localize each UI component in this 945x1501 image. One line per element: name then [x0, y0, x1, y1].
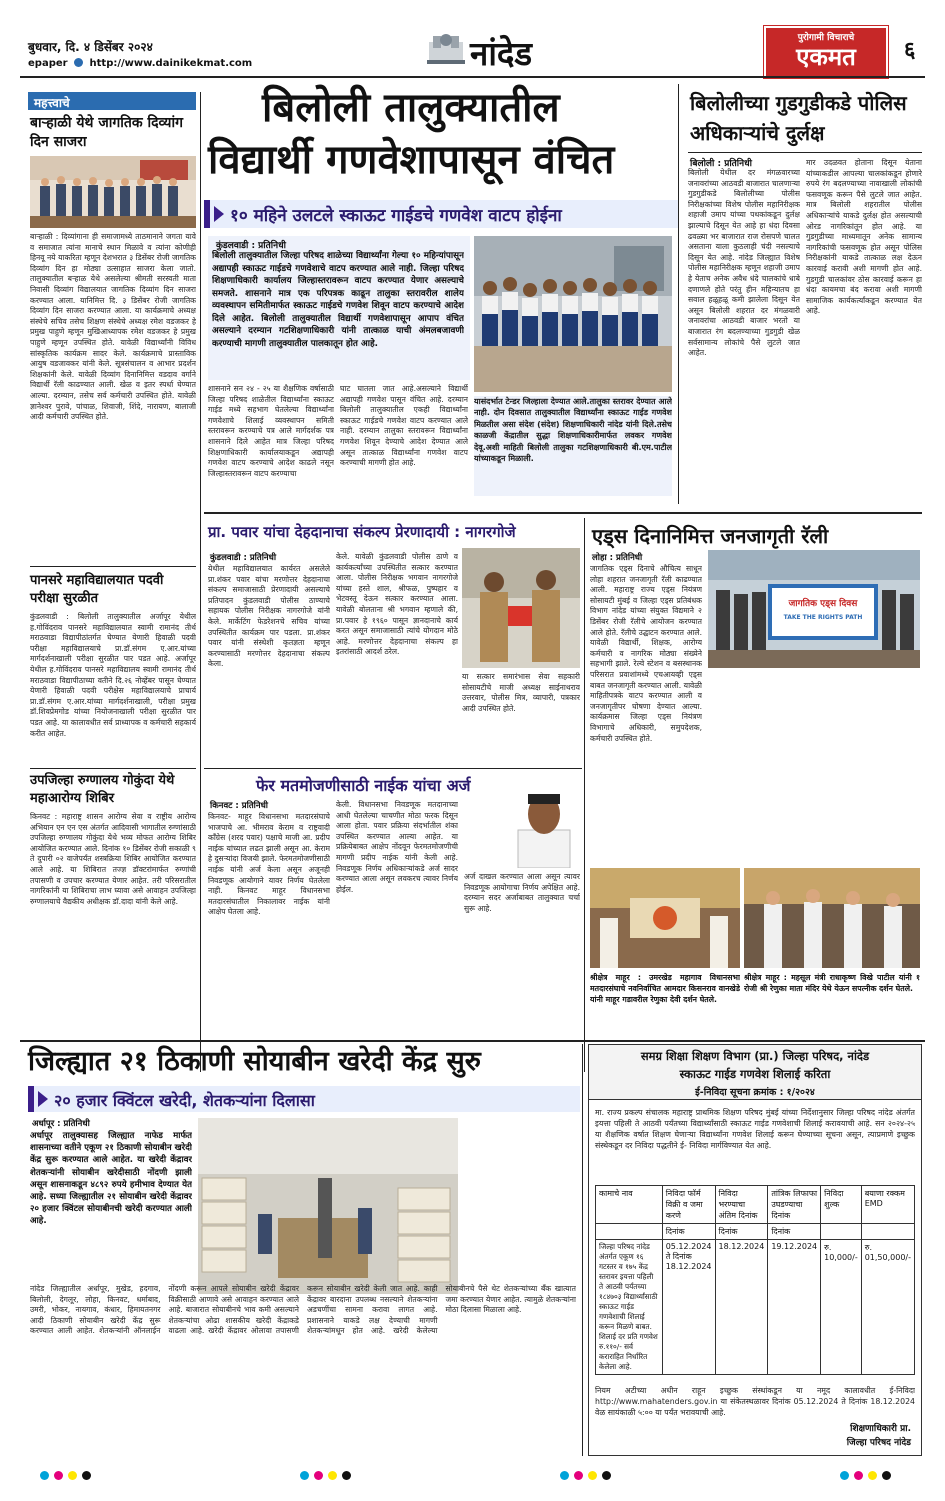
registration-dot-icon	[40, 1471, 49, 1480]
tender-header-cell: बयाणा रक्कम EMD	[861, 1186, 914, 1224]
tender-notice	[588, 1044, 922, 1456]
naik-headline: फेर मतमोजणीसाठी नाईक यांचा अर्ज	[256, 776, 471, 795]
row3-rule	[20, 1040, 925, 1042]
tender-header-cell: निविदा भरण्याचा अंतिम दिनांक	[715, 1186, 768, 1224]
sidebar-story2-body: कुंडलवाडी : बिलोली तालुक्यातील अर्जापूर येथील ह.गोविंदराव पानसरे महाविद्यालयात स्वामी रामानंद तीर्थ मराठवाडा विद्यापीठांतर्गत घेण्यात येणारी हिवाळी पदवी परीक्षा महाविद्यालयाचे प्रा.डॉ.संगम ए.आर.यांच्या मार्गदर्शनाखाली परीक्षा सुरळीत पार पडत आहे. अर्जापूर येथील ह.गोविंदराव पानसरे महाविद्यालय स्वामी रामानंद तीर्थ मराठवाडा विद्यापीठाच्या वतीने दि.२६ नोव्हेंबर पासून घेण्यात येणारी हिवाळी पदवी परीक्षेस महाविद्यालयाचे प्राचार्य प्रा.डॉ.संगम ए.आर.यांच्या मार्गदर्शनाखाली, परीक्षा प्रमुख डॉ.शिवप्रेमगोड यांच्या नियोजनाखाली परीक्षा सुरळीत पार पडत आहे. या कालावधीत सर्व प्राध्यापक व कर्मचारी सहकार्य करीत आहेत.	[30, 612, 196, 738]
masthead-city: नांदेड	[470, 34, 533, 73]
tender-cell-sale: 05.12.2024 ते दिनांक 18.12.2024	[662, 1240, 715, 1375]
registration-dot-icon	[868, 1471, 877, 1480]
registration-dot-icon	[82, 1471, 91, 1480]
registration-marks	[0, 1466, 945, 1486]
sidebar-vertical-rule	[200, 92, 201, 1072]
play-arrow-icon-2	[38, 1091, 48, 1107]
lead-col1: शासनाने सन २४ - २५ या शैक्षणिक वर्षासाठी जिल्हा परिषद शाळेतील विद्यार्थ्यांना स्काऊट गाईड मध्ये सहभाग घेतलेल्या विद्यार्थ्यांना गणवेशाचे शिलाई व्यवस्थापन समिती स्तरावरून करण्याचे पत्र आले मार्गदर्शक पत्र शासनाने दिले आहेत मात्र जिल्हा परिषद शिक्षणाधिकारी कार्यालयाकडून अद्यापही गणवेश वाटप करण्याचे आदेश काढले नसून जिल्हास्तरावरून वाटप करण्याचा	[208, 384, 334, 478]
registration-dot-icon	[602, 1471, 611, 1480]
registration-dot-icon	[574, 1471, 583, 1480]
aids-headline: एड्स दिनानिमित्त जनजागृती रॅली	[592, 524, 829, 548]
lead-photo-students	[474, 236, 672, 392]
registration-dot-icon	[342, 1471, 351, 1480]
pawar-photo	[462, 548, 580, 668]
page-number: ६	[904, 38, 916, 63]
temple-photo-left	[590, 868, 740, 968]
tender-subheader-cell: दिनांक	[715, 1224, 768, 1240]
right-top-headline: बिलोलीच्या गुडगुडीकडे पोलिस अधिकाऱ्यांचे दुर्लक्ष	[690, 91, 907, 145]
right-top-col2: मार उदळवत होताना दिसून येताना यांच्याकडील आपल्या चालकांकडून होणारे रुपये रंग बदलण्याच्या नावाखाली लोकांची फसवणूक करून पैसे लुटले जात आहेत. मात्र बिलोली शहरातील पोलीस अधिकाऱ्यांचे याकडे दुर्लक्ष होत असल्याची ओरड नागरिकांतून होत आहे. या गुडगुडीच्या माध्यमातून अनेक सामान्य नागरिकांची फसवणूक होत असून पोलिस निरीक्षकांनी याकडे तात्काळ लक्ष देऊन कारवाई करावी अशी मागणी होत आहे. गुडगुडी चालकांवर ठोस कारवाई करून हा धंदा कायमचा बंद करावा अशी मागणी सामाजिक कार्यकर्त्यांकडून करण्यात येत आहे.	[806, 158, 922, 316]
play-arrow-icon	[214, 206, 224, 222]
registration-dot-icon	[588, 1471, 597, 1480]
lead-headline-line1: बिलोली तालुक्यातील	[262, 85, 560, 131]
mid-right-rule	[584, 518, 585, 1072]
lead-headline-line2: विद्यार्थी गणवेशापासून वंचित	[208, 137, 615, 183]
pawar-headline: प्रा. पवार यांचा देहदानाचा संकल्प प्रेरणादायी : नागरगोजे	[208, 523, 516, 541]
tender-sign1: शिक्षणाधिकारी प्रा.	[850, 1424, 911, 1434]
epaper-label: epaper	[28, 58, 68, 69]
sidebar-story3-headline: उपजिल्हा रुग्णालय गोकुंदा येथे महाआरोग्य शिबिर	[30, 773, 175, 806]
registration-dot-icon	[328, 1471, 337, 1480]
registration-dot-icon	[840, 1471, 849, 1480]
masthead	[0, 0, 945, 92]
sidebar-story1-body: बाऱ्हाळी : दिव्यांगाना ही समाजामध्ये ताठमानाने जगता यावे व समाजात त्यांना मानाचे स्थान मिळावे व त्यांना कोणीही हिनवू नये याकरिता म्हणून देशभरात ३ डिसेंबर रोजी जागतिक दिव्यांग दिन हा मोठ्या उत्साहात साजरा केला जातो. तालुक्यातील बऱ्हाळ येथे असलेल्या श्रीमती सरस्वती माता निवासी दिव्यांग विद्यालयात जागतिक दिव्यांग दिन साजरा करण्यात आला. यानिमित्त दि. ३ डिसेंबर रोजी जागतिक दिव्यांग दिन साजरा करण्यात आला. या कार्यक्रमाचे अध्यक्ष संस्थेचे सचिव तसेच शिक्षण संस्थेचे अध्यक्ष रमेश वडजकर हे प्रमुख पाहुणे म्हणून मुखिआध्यापक रमेश वडजकर हे प्रमुख पाहुणे म्हणून उपस्थित होते. यावेळी विद्यार्थ्यांनी विविध सांस्कृतिक कार्यक्रम सादर केले. कार्यक्रमाचे प्रास्ताविक आयुष वडजावकर यांनी केले. सूत्रसंचालन व आभार प्रदर्शन शिक्षकांनी केले. यावेळी दिव्यांग दिनानिमित्त वडदाव वर्गाने विद्यार्थी रॅली काढण्यात आली. खेळ व इतर स्पर्धा घेण्यात आल्या. दरम्यान, तसेच सर्व कर्मचारी उपस्थित होते. यावेळी ज्ञानेश्वर पुरावे, पांचाळ, शिवाजी, शिंदे, नारायण, बालाजी आदी कर्मचारी उपस्थित होते.	[30, 232, 196, 422]
epaper-line	[28, 58, 252, 69]
naik-col2: केली. विधानसभा निवडणूक मतदानाच्या आधी घेतलेल्या चाचणीत मोठा फरक दिसून आला होता. पवार प्रक्रिया संदर्भातील शंका उपस्थित करण्यात आल्या आहेत. या प्रक्रियेबाबत आक्षेप नोंदवून फेरमतमोजणीची मागणी प्रदीप नाईक यांनी केली आहे. निवडणूक निर्णय अधिकाऱ्यांकडे अर्ज सादर करण्यात आला असून लवकरच त्यावर निर्णय होईल.	[336, 800, 458, 894]
masthead-rule	[20, 76, 925, 78]
registration-dot-icon	[300, 1471, 309, 1480]
temple-caption-left: श्रीक्षेत्र माहूर : उमरखेड महागाव विधानसभा मतदारसंघाचे नवनिर्वाचित आमदार किसनराव वानखेडे यांनी माहूर गडावरील रेणुका देवी दर्शन घेतले.	[590, 973, 740, 1004]
city-emblem-icon	[425, 30, 467, 66]
tender-cell-emd: रु. 01,50,000/-	[861, 1240, 914, 1375]
soybean-headline: जिल्ह्यात २१ ठिकाणी सोयाबीन खरेदी केंद्र सुरु	[28, 1046, 481, 1077]
tender-title1: समग्र शिक्षा शिक्षण विभाग (प्रा.) जिल्हा परिषद, नांदेड	[640, 1049, 870, 1063]
registration-dot-icon	[54, 1471, 63, 1480]
registration-dot-icon	[882, 1471, 891, 1480]
tender-footer: नियम अटीच्या अधीन राहून इच्छुक संस्थांकडून या नमूद कालावधीत ई-निविदा http://www.mahatenders.gov.in या संकेतस्थळावर दिनांक 05.12.2024 ते दिनांक 18.12.2024 वेळ सायंकाळी ५:०० या पर्यंत भरावयाची आहे.	[595, 1386, 915, 1417]
tender-cell-deadline: 18.12.2024	[715, 1240, 768, 1375]
tender-header-row	[596, 1186, 915, 1224]
temple-caption-right: श्रीक्षेत्र माहूर : महसूल मंत्री राधाकृष्ण विखे पाटील यांनी १ रोजी श्री रेणुका माता मंदिर येथे येऊन सपत्नीक दर्शन घेतले.	[744, 973, 920, 993]
tender-subheader-cell: दिनांक	[662, 1224, 715, 1240]
tender-header-cell: कामाचे नाव	[596, 1186, 663, 1224]
right-top-dateline: बिलोली : प्रतिनिधी	[690, 159, 752, 169]
soybean-body: नांदेड जिल्ह्यातील अर्धापूर, मुखेड, हदगाव, बिलोली, देगलूर, लोहा, किनवट, धर्माबाद, उमरी, भोकर, नायगाव, कंधार, हिमायतनगर आदी ठिकाणी सोयाबीन खरेदी केंद्र सुरू करण्यात आली आहेत. शेतकऱ्यांनी ऑनलाईन नोंदणी करून आपले सोयाबीन खरेदी केंद्रावर विक्रीसाठी आणावे असे आवाहन करण्यात आले आहे. बाजारात सोयाबीनचे भाव कमी असल्याने शेतकऱ्यांचा ओढा शासकीय खरेदी केंद्राकडे वाढला आहे. खरेदी केंद्रावर ओलावा तपासणी करून सोयाबीन खरेदी केली जात आहे. काही केंद्रावर बारदाना उपलब्ध नसल्याने शेतकऱ्यांना अडचणींचा सामना करावा लागत आहे. प्रशासनाने याकडे लक्ष देण्याची मागणी शेतकऱ्यांमधून होत आहे. खरेदी केलेल्या सोयाबीनचे पैसे थेट शेतकऱ्यांच्या बँक खात्यात जमा करण्यात येणार आहेत. त्यामुळे शेतकऱ्यांना मोठा दिलासा मिळाला आहे.	[30, 1284, 576, 1336]
right-top-col1: बिलोली येथील दर मंगळवारच्या जनावरांच्या आठवडी बाजारात चालणाऱ्या गुडगुडीकडे बिलोलीच्या पोलीस निरीक्षकांच्या विशेष पोलीस महानिरीक्षक शहाजी उमाप यांच्या पथकांकडून दुर्लक्ष झाल्याचे दिसून येत आहे हा धंदा दिवसा ढवळ्या भर बाजारात राज रोसपणे चालत असताना याला कुठलाही चंदी नसल्याचे दिसून येत आहे. नांदेड जिल्ह्यात विशेष पोलीस महानिरीक्षक म्हणून शहाजी उमाप हे येताच अनेक अवैध धंदे चालकांचे धाबे दणाणले होते परंतु हीन महिन्यातच हा सवाल हळूहळू कमी झालेला दिसून येत असून बिलोली शहरात दर मंगळवारी जनावरांचा आठवडी बाजार भरतो या बाजारात रंग बदलण्याच्या गुडगुडी खेळ सर्वसामान्य लोकांचे पैसे लुटले जात आहेत.	[688, 168, 800, 358]
tender-header-cell: निविदा शुल्क	[821, 1186, 862, 1224]
tender-intro: मा. राज्य प्रकल्प संचालक महाराष्ट्र प्राथमिक शिक्षण परिषद मुंबई यांच्या निर्देशानुसार जिल्हा परिषद नांदेड अंतर्गत इयत्ता पहिली ते आठवी पर्यंतच्या विद्यार्थ्यांसाठी स्काऊट गाईड गणवेशाची शिलाई करावयाची आहे. सन २०२४-२५ या शैक्षणिक वर्षात शिक्षण घेणाऱ्या विद्यार्थ्यांना गणवेश शिलाई करून घेण्याच्या सूचना असून, त्याप्रमाणे इच्छुक संस्थेकडून दर निविदा पद्धतीने ई- निविदा मार्गविण्यात येत आहे.	[595, 1108, 915, 1150]
registration-dot-icon	[68, 1471, 77, 1480]
brand-tagline: पुरोगामी विचाराचे	[797, 33, 855, 43]
registration-dot-icon	[854, 1471, 863, 1480]
lead-right-rule	[678, 84, 679, 504]
naik-portrait	[508, 780, 580, 868]
tender-cell-work: जिल्हा परिषद नांदेड अंतर्गत एकूण १६ गटस्तर व १७५ केंद्र स्तरावर इयत्ता पहिली ते आठवी पर्यंतच्या १८४७०३ विद्यार्थ्यांसाठी स्काऊट गाईड गणवेशाची शिलाई करून मिळणे बाबत. शिलाई दर प्रति गणवेश रु.११०/- सर्व कराराहित निर्धारित केलेला आहे.	[596, 1240, 663, 1375]
naik-col1: किनवट- माहूर विधानसभा मतदारसंघाचे भाजपाचे आ. भीमराव केराम व राष्ट्रवादी काँग्रेस (शरद पवार) पक्षाचे माजी आ. प्रदीप नाईक यांच्यात लढत झाली असून आ. केराम हे दुसऱ्यांदा विजयी झाले. फेरमतमोजणीसाठी नाईक यांनी अर्ज केला असून अजूनही निवडणूक आयोगाने यावर निर्णय घेतलेला नाही. किनवट माहूर विधानसभा मतदारसंघातील निकालावर नाईक यांनी आक्षेप घेतला आहे.	[208, 812, 330, 917]
lead-subhead-bar	[204, 200, 678, 228]
tender-cell-fee: रु. 10,000/-	[821, 1240, 862, 1375]
sidebar-divider-2	[30, 768, 196, 769]
section-label-text: महत्त्वाचे	[34, 96, 70, 110]
soybean-warehouse-photo	[198, 1118, 458, 1294]
soybean-subhead: २० हजार क्विंटल खरेदी, शेतकऱ्यांना दिलासा	[54, 1091, 315, 1110]
soybean-intro: अर्धापूर तालुक्यासह जिल्ह्यात नाफेड मार्फत शासनाच्या वतीने एकूण २१ ठिकाणी सोयाबीन खरेदी केंद्र सुरू करण्यात आले आहेत. या खरेदी केंद्रावर शेतकऱ्यांनी सोयाबीन खरेदीसाठी नोंदणी झाली असून शासनाकडून ४८९२ रुपये हमीभाव देण्यात येत आहे. सध्या जिल्ह्यातील २१ सोयाबीन खरेदी केंद्रावर २० हजार क्विंटल सोयाबीनची खरेदी करण्यात आली आहे.	[30, 1131, 192, 1227]
registration-dot-icon	[560, 1471, 569, 1480]
sidebar-story1-headline: बाऱ्हाळी येथे जागतिक दिव्यांग दिन साजरा	[30, 115, 183, 150]
soybean-dateline: अर्धापूर : प्रतिनिधी	[32, 1119, 90, 1129]
lead-intro: बिलोली तालुक्यातील जिल्हा परिषद शाळेच्या विद्यार्थ्यांना गेल्या १० महिन्यांपासून अद्यापही स्काऊट गाईडचे गणवेशाचे वाटप करण्यात आले नाही. जिल्हा परिषद शिक्षणाधिकारी कार्यालय जिल्हास्तरावरून वाटप करण्यात येणार असल्याचे समजते. शासनाने मात्र एक परिपत्रक काढून तालुका स्तरावरील शालेय व्यवस्थापन समितीमार्फत स्काऊट गाईडचे गणवेश शिवून वाटप करण्याचे आदेश दिले आहेत. बिलोली तालुक्यातील विद्यार्थी गणवेशापासून आपाप वंचित असल्याने दरम्यान गटशिक्षणाधिकारी यांनी तात्काळ याची अंमलबजावणी करण्याची मागणी तालुक्यातील पालकातून होत आहे.	[212, 251, 464, 349]
bottom-mid-rule	[582, 1044, 583, 1456]
brand-logo	[764, 26, 888, 78]
tender-subheader-cell	[821, 1224, 862, 1240]
lead-dateline: कुंडलवाडी : प्रतिनिधी	[216, 241, 286, 251]
registration-dot-icon	[314, 1471, 323, 1480]
website-link[interactable]: http://www.dainikekmat.com	[89, 58, 253, 69]
aids-rally-photo	[708, 550, 920, 668]
pawar-dateline: कुंडलवाडी : प्रतिनिधी	[210, 553, 277, 563]
tender-row	[596, 1240, 915, 1375]
naik-col3: अर्ज दाखल करण्यात आला असून त्यावर निवडणूक आयोगाचा निर्णय अपेक्षित आहे. दरम्यान सदर अर्जाबाबत तालुक्यात चर्चा सुरू आहे.	[464, 872, 580, 913]
row2-rule	[204, 512, 922, 514]
sidebar-story3-body: किनवट : महाराष्ट्र शासन आरोग्य सेवा व राष्ट्रीय आरोग्य अभियान एन एन एस अंतर्गत आदिवासी भागातील रुग्णांसाठी उपजिल्हा रुग्णालय गोकुंदा येथे भव्य मोफत आरोग्य शिबिर आयोजित करण्यात आले. दिनांक १० डिसेंबर रोजी सकाळी ९ ते दुपारी ०२ वाजेपर्यंत शस्त्रक्रिया शिबिर आयोजित करण्यात आले आहे. या शिबिरात तज्ज्ञ डॉक्टरांमार्फत रुग्णांची तपासणी व उपचार करण्यात येणार आहेत. तरी परिसरातील नागरिकांनी या शिबिराचा लाभ घ्यावा असे आवाहन उपजिल्हा रुग्णालयाचे वैद्यकीय अधीक्षक डॉ.दादा यांनी केले आहे.	[30, 812, 196, 906]
soybean-subhead-bar	[28, 1086, 580, 1112]
sidebar-section-label	[28, 92, 196, 110]
tender-subheader-cell: दिनांक	[768, 1224, 821, 1240]
naik-dateline: किनवट : प्रतिनिधी	[210, 801, 269, 811]
aids-dateline: लोहा : प्रतिनिधी	[592, 553, 643, 563]
tender-notice-number: ई-निविदा सूचना क्रमांक : १/२०२४	[695, 1087, 815, 1098]
tender-title2: स्काऊट गाईड गणवेश शिलाई करिता	[679, 1067, 831, 1081]
pawar-col2: केले. यावेळी कुंडलवाडी पोलीस ठाणे व कार्यकर्त्यांच्या उपस्थितीत सत्कार करण्यात आला. पोलीस निरीक्षक भगवान नागरगोजे यांच्या हस्ते शाल, श्रीफळ, पुष्पहार व भेटवस्तू देऊन सत्कार करण्यात आला. यावेळी बोलताना श्री भगवान म्हणाले की, प्रा.पवार हे १९६० पासून ज्ञानदानाचे कार्य करत असून समाजासाठी त्यांचे योगदान मोठे आहे. मरणोत्तर देहदानाचा संकल्प हा इतरांसाठी आदर्श ठरेल.	[336, 552, 458, 657]
tender-header-cell: तांत्रिक लिफाफा उघडण्याचा दिनांक	[768, 1186, 821, 1224]
globe-icon	[74, 58, 83, 67]
pawar-bottom-rule	[204, 768, 582, 769]
sidebar-story1-photo	[30, 156, 196, 228]
tender-subheader-row	[596, 1224, 915, 1240]
temple-photo-right	[744, 868, 920, 968]
tender-table	[595, 1185, 915, 1375]
pawar-col1: येथील महाविद्यालयात कार्यरत असलेले प्रा.शंकर पवार यांचा मरणोत्तर देहदानाचा संकल्प समाजासाठी प्रेरणादायी असल्याचे प्रतिपादन कुंडलवाडी पोलीस ठाण्याचे सहायक पोलीस निरीक्षक नागरगोजे यांनी केले. मार्केटिंग फेडरेशनचे सचिव यांच्या उपस्थितीत कार्यक्रम पार पडला. प्रा.शंकर पवार यांनी संस्थेशी कृतज्ञता म्हणून करण्यासाठी मरणोत्तर देहदानाचा संकल्प केला.	[208, 564, 330, 669]
tender-header-cell: निविदा फॉर्म विक्री व जमा करणे	[662, 1186, 715, 1224]
right-top-rule	[688, 152, 922, 153]
lead-col2: घाट घातला जात आहे.असल्याने विद्यार्थी अद्यापही गणवेश पासून वंचित आहे. दरम्यान बिलोली तालुक्यातील एकही विद्यार्थ्यांना स्काऊट गाईडचे गणवेश वाटप करण्यात आले नाही. दरम्यान तालुका स्तरावरून विद्यार्थ्यांना गणवेश शिवून देण्याचे आदेश देण्यात आले असून तात्काळ विद्यार्थ्यांना गणवेश वाटप करण्याची मागणी होत आहे.	[340, 384, 468, 468]
sidebar-divider-1	[30, 566, 196, 567]
sidebar-story2-headline: पानसरे महाविद्यालयात पदवी परीक्षा सुरळीत	[30, 573, 164, 606]
tender-subheader-cell	[861, 1224, 914, 1240]
masthead-date: बुधवार, दि. ४ डिसेंबर २०२४	[28, 40, 153, 54]
tender-subheader-cell	[596, 1224, 663, 1240]
aids-body: जागतिक एड्स दिनाचे औचित्य साधून लोहा शहरात जनजागृती रॅली काढण्यात आली. महाराष्ट्र राज्य एड्स नियंत्रण सोसायटी मुंबई व जिल्हा एड्स प्रतिबंधक विभाग नांदेड यांच्या संयुक्त विद्यमाने २ डिसेंबर रोजी रॅलीचे आयोजन करण्यात आले होते. रॅलीचे उद्घाटन करण्यात आले. यावेळी विद्यार्थी, शिक्षक, आरोग्य कर्मचारी व नागरिक मोठ्या संख्येने सहभागी झाले. रेल्वे स्टेशन व बसस्थानक परिसरात प्रवाशांमध्ये एचआयव्ही एड्स बाबत जनजागृती करण्यात आली. यावेळी माहितीपत्रके वाटप करण्यात आली व जनजागृतीपर घोषणा देण्यात आल्या. कार्यक्रमास जिल्हा एड्स नियंत्रण विभागाचे अधिकारी, समुपदेशक, कर्मचारी उपस्थित होते.	[590, 564, 702, 743]
aids-banner-sub: TAKE THE RIGHTS PATH	[783, 614, 863, 621]
tender-cell-opening: 19.12.2024	[768, 1240, 821, 1375]
pawar-col3: या सत्कार समारंभास सेवा सहकारी सोसायटीचे माजी अध्यक्ष साईनाथराव उत्तरवार, पोलीस मित्र, व्यापारी, पत्रकार आदी उपस्थित होते.	[462, 672, 580, 713]
brand-name: एकमत	[796, 43, 856, 71]
aids-banner-text: जागतिक एड्स दिवस	[788, 599, 858, 609]
lead-subhead: १० महिने उलटले स्काऊट गाईडचे गणवेश वाटप होईना	[230, 206, 562, 226]
tender-sign2: जिल्हा परिषद नांदेड	[846, 1438, 911, 1448]
lead-photo-caption: यासंदर्भात टेन्डर जिल्हाला देण्यात आले.तालुका स्तरावर देण्यात आले नाही. दोन दिवसात तालुक्यातील विद्यार्थ्यांना स्काऊट गाईड गणवेश मिळतील असा संदेश (संदेश) शिक्षणाधिकारी नांदेड यांनी दिले.तसेच काळजी केंद्रातील सुद्धा शिक्षणाधिकारीमार्फत लवकर गणवेश देवू.अशी माहिती बिलोली तालुका गटशिक्षणाधिकारी बी.एम.पाटील यांच्याकडून मिळाली.	[474, 396, 672, 496]
